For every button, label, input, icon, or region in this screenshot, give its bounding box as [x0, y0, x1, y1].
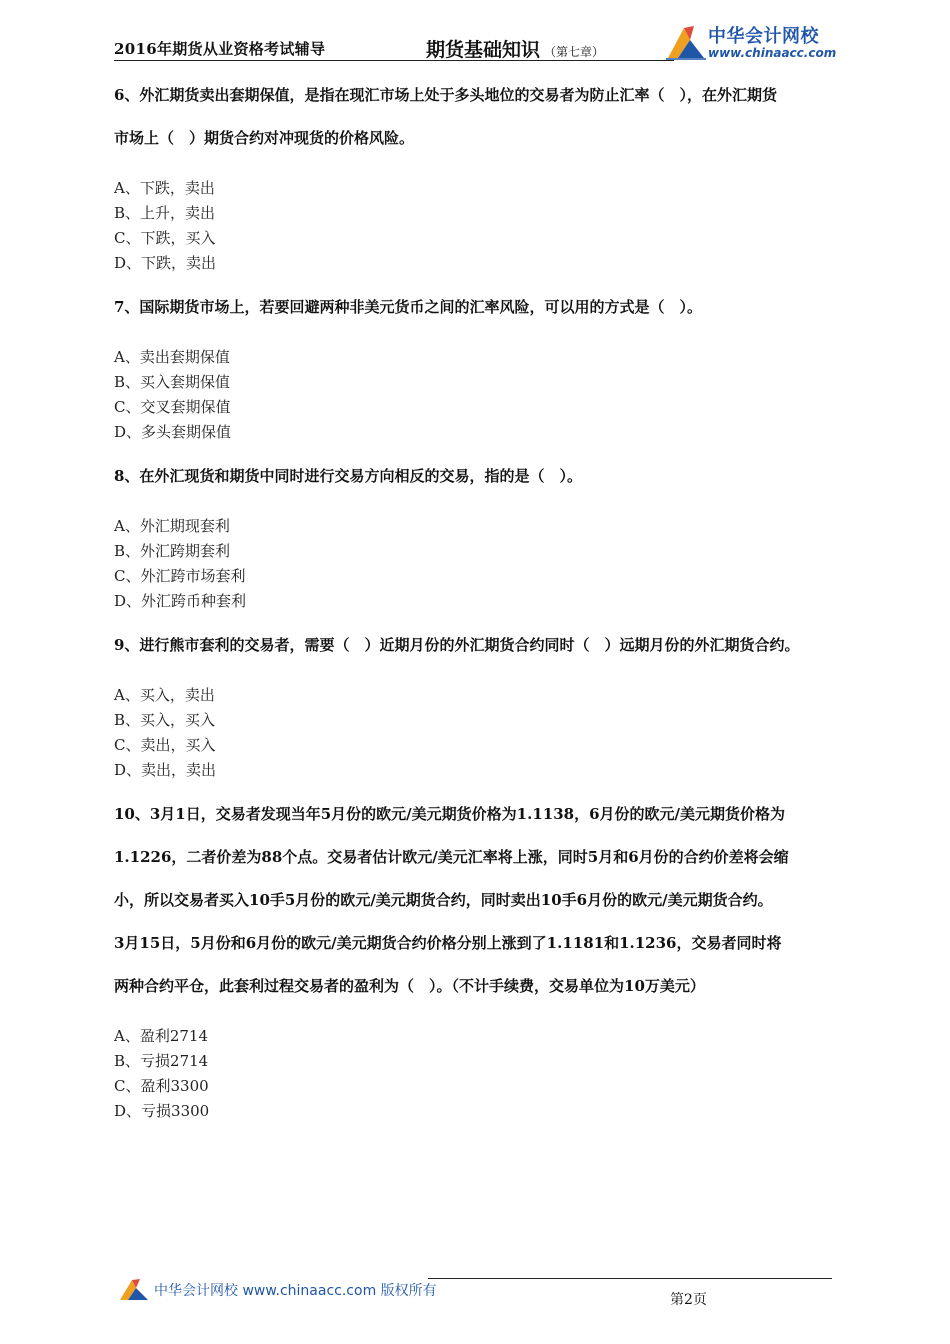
question-6 [114, 74, 854, 276]
question-line: 两种合约平仓，此套利过程交易者的盈利为（ ）。（不计手续费，交易单位为10万美元） [114, 977, 705, 995]
page-footer [118, 1276, 838, 1316]
option-c: C、盈利3300 [114, 1077, 209, 1095]
option-a: A、卖出套期保值 [114, 348, 230, 366]
option-b: B、买入套期保值 [114, 373, 231, 391]
question-line: 9、进行熊市套利的交易者，需要（ ）近期月份的外汇期货合约同时（ ）远期月份的外汇期货合约。 [114, 636, 800, 654]
option-d: D、外汇跨币种套利 [114, 592, 247, 610]
logo-name: 中华会计网校 [708, 26, 819, 47]
exam-series-title: 2016年期货从业资格考试辅导 [114, 40, 326, 58]
question-line: 8、在外汇现货和期货中同时进行交易方向相反的交易，指的是（ ）。 [114, 467, 582, 485]
option-c: C、交叉套期保值 [114, 398, 231, 416]
option-b: B、外汇跨期套利 [114, 542, 231, 560]
question-7 [114, 286, 854, 445]
option-b: B、亏损2714 [114, 1052, 209, 1070]
option-b: B、上升，卖出 [114, 204, 216, 222]
option-d: D、亏损3300 [114, 1102, 210, 1120]
chinaacc-logo [664, 22, 839, 62]
question-line: 1.1226，二者价差为88个点。交易者估计欧元/美元汇率将上涨，同时5月和6月份的合约价差将会缩 [114, 848, 789, 866]
option-d: D、卖出，卖出 [114, 761, 217, 779]
subject-title [426, 35, 604, 62]
chinaacc-triangle-logo-icon [664, 22, 708, 62]
options-list [114, 176, 854, 276]
page-number: 第2页 [670, 1292, 707, 1308]
options-list [114, 345, 854, 445]
logo-url: www.chinaacc.com [708, 46, 837, 60]
question-line: 3月15日，5月份和6月份的欧元/美元期货合约价格分别上涨到了1.1181和1.1236，交易者同时将 [114, 934, 782, 952]
header-rule [114, 60, 674, 61]
options-list [114, 1024, 854, 1124]
question-8 [114, 455, 854, 614]
footer-rule [428, 1278, 832, 1279]
question-10 [114, 793, 854, 1124]
option-c: C、外汇跨市场套利 [114, 567, 246, 585]
option-b: B、买入，买入 [114, 711, 216, 729]
option-a: A、外汇期现套利 [114, 517, 230, 535]
question-line: 10、3月1日，交易者发现当年5月份的欧元/美元期货价格为1.1138，6月份的欧元/美元期货价格为 [114, 805, 785, 823]
option-d: D、下跌，卖出 [114, 254, 217, 272]
option-d: D、多头套期保值 [114, 423, 232, 441]
question-line: 7、国际期货市场上，若要回避两种非美元货币之间的汇率风险，可以用的方式是（ ）。 [114, 298, 702, 316]
option-a: A、下跌，卖出 [114, 179, 215, 197]
page-header [114, 22, 836, 62]
options-list [114, 683, 854, 783]
options-list [114, 514, 854, 614]
question-line: 小，所以交易者买入10手5月份的欧元/美元期货合约，同时卖出10手6月份的欧元/美元期货合约。 [114, 891, 773, 909]
question-9 [114, 624, 854, 783]
subject-name: 期货基础知识 [426, 39, 541, 61]
option-c: C、下跌，买入 [114, 229, 216, 247]
question-line: 6、外汇期货卖出套期保值，是指在现汇市场上处于多头地位的交易者为防止汇率（ ），在外汇期货 [114, 86, 777, 104]
chinaacc-triangle-logo-icon [118, 1276, 150, 1302]
chapter-label: （第七章） [544, 45, 605, 59]
option-a: A、盈利2714 [114, 1027, 209, 1045]
question-line: 市场上（ ）期货合约对冲现货的价格风险。 [114, 129, 415, 147]
option-a: A、买入，卖出 [114, 686, 215, 704]
footer-copyright: 中华会计网校 www.chinaacc.com 版权所有 [154, 1283, 437, 1299]
option-c: C、卖出，买入 [114, 736, 216, 754]
question-list [114, 74, 854, 1134]
